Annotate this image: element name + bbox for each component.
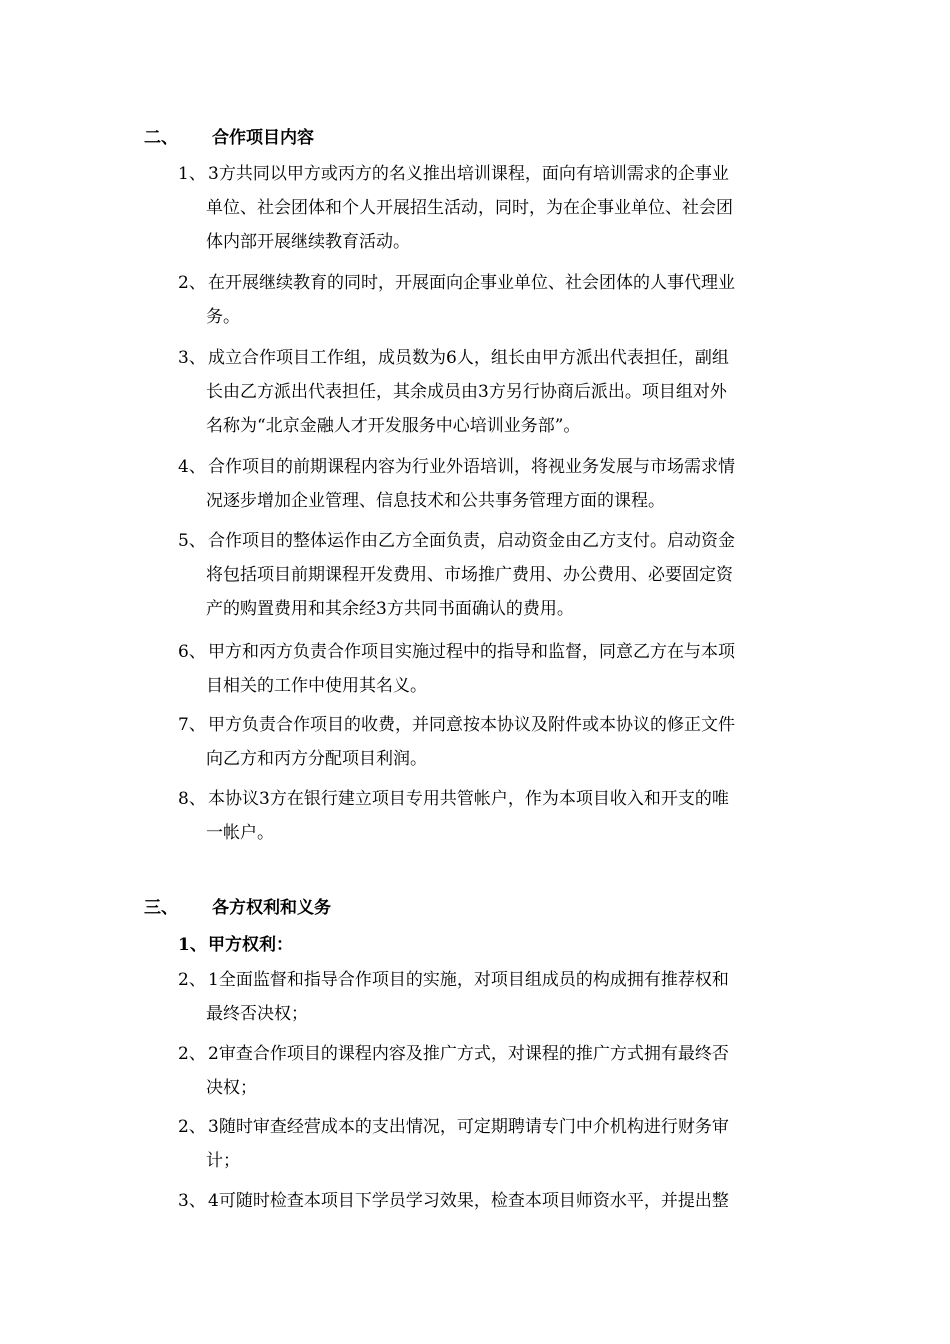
list-item-line: 务。 (206, 307, 240, 327)
list-marker: 1、 (178, 935, 207, 955)
list-marker: 8、 (178, 789, 206, 809)
list-item-line: 1全面监督和指导合作项目的实施，对项目组成员的构成拥有推荐权和 (208, 970, 729, 990)
list-marker: 6、 (178, 642, 206, 662)
list-item (178, 635, 808, 703)
list-item-line: 况逐步增加企业管理、信息技术和公共事务管理方面的课程。 (206, 491, 665, 511)
list-item (178, 341, 808, 443)
list-item-line: 最终否决权； (206, 1004, 308, 1024)
list-item-line: 单位、社会团体和个人开展招生活动，同时，为在企事业单位、社会团 (206, 198, 733, 218)
list-item-line: 合作项目的整体运作由乙方全面负责，启动资金由乙方支付。启动资金 (208, 531, 735, 551)
list-marker: 1、 (178, 164, 206, 184)
list-item-line: 长由乙方派出代表担任，其余成员由3方另行协商后派出。项目组对外 (206, 382, 727, 402)
list-item-line: 4可随时检查本项目下学员学习效果，检查本项目师资水平，并提出整 (208, 1191, 729, 1211)
list-item-line: 甲方权利： (208, 935, 293, 955)
list-marker: 5、 (178, 531, 206, 551)
list-item-line: 甲方和丙方负责合作项目实施过程中的指导和监督，同意乙方在与本项 (208, 642, 735, 662)
list-item-line: 甲方负责合作项目的收费，并同意按本协议及附件或本协议的修正文件 (208, 715, 735, 735)
list-item-line: 3随时审查经营成本的支出情况，可定期聘请专门中介机构进行财务审 (208, 1117, 729, 1137)
list-item (178, 1110, 808, 1178)
list-item-line: 合作项目的前期课程内容为行业外语培训，将视业务发展与市场需求情 (208, 457, 735, 477)
list-item (178, 928, 808, 962)
section-title: 合作项目内容 (212, 128, 314, 148)
list-item (178, 450, 808, 518)
list-marker: 2、 (178, 273, 206, 293)
list-item (178, 1037, 808, 1105)
section-number: 二、 (144, 128, 178, 148)
list-item (178, 963, 808, 1031)
list-item-line: 成立合作项目工作组，成员数为6人，组长由甲方派出代表担任，副组 (208, 348, 729, 368)
list-marker: 2、 (178, 1044, 206, 1064)
list-marker: 3、 (178, 348, 206, 368)
list-item-line: 本协议3方在银行建立项目专用共管帐户，作为本项目收入和开支的唯 (208, 789, 729, 809)
list-marker: 4、 (178, 457, 206, 477)
list-marker: 7、 (178, 715, 206, 735)
list-item-line: 产的购置费用和其余经3方共同书面确认的费用。 (206, 599, 574, 619)
list-item-line: 向乙方和丙方分配项目利润。 (206, 749, 427, 769)
list-item-line: 将包括项目前期课程开发费用、市场推广费用、办公费用、必要固定资 (206, 565, 733, 585)
list-item-line: 体内部开展继续教育活动。 (206, 232, 410, 252)
list-item-line: 目相关的工作中使用其名义。 (206, 676, 427, 696)
list-item-line: 计； (206, 1151, 240, 1171)
list-item-line: 名称为“北京金融人才开发服务中心培训业务部”。 (206, 416, 581, 436)
list-item (178, 782, 808, 850)
section-title: 各方权利和义务 (212, 898, 331, 918)
list-marker: 2、 (178, 1117, 206, 1137)
list-item-line: 决权； (206, 1078, 257, 1098)
list-item (178, 157, 808, 259)
list-marker: 2、 (178, 970, 206, 990)
list-item-line: 3方共同以甲方或丙方的名义推出培训课程，面向有培训需求的企事业 (208, 164, 729, 184)
section-heading-3 (144, 896, 331, 920)
list-item-line: 2审查合作项目的课程内容及推广方式，对课程的推广方式拥有最终否 (208, 1044, 729, 1064)
list-marker: 3、 (178, 1191, 206, 1211)
list-item-line: 一帐户。 (206, 823, 274, 843)
list-item-line: 在开展继续教育的同时，开展面向企事业单位、社会团体的人事代理业 (208, 273, 735, 293)
list-item (178, 1184, 808, 1218)
section-heading-2 (144, 126, 314, 150)
list-item (178, 708, 808, 776)
section-number: 三、 (144, 898, 178, 918)
list-item (178, 266, 808, 334)
list-item (178, 524, 808, 626)
